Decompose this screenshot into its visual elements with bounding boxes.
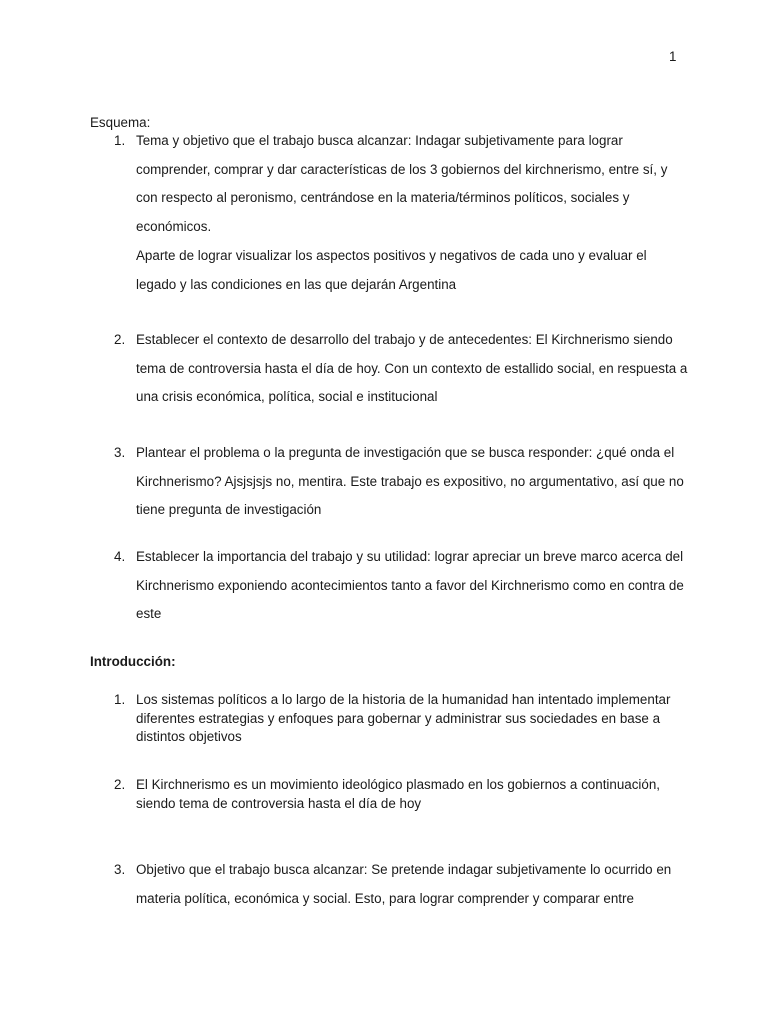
paragraph: El Kirchnerismo es un movimiento ideológico plasmado en los gobiernos a continuación, siendo tema de controversia hasta el día de hoy <box>136 777 661 811</box>
esquema-item-3 <box>90 439 690 525</box>
list-number: 3. <box>114 445 126 460</box>
introduccion-item-1 <box>90 691 690 747</box>
paragraph: Tema y objetivo que el trabajo busca alcanzar: Indagar subjetivamente para lograr comprender, comprar y dar características de los 3 gobiernos del kirchnerismo, entre sí, y con respecto al peronismo, centrándose en la materia/términos políticos, sociales y económicos. <box>136 133 668 235</box>
list-number: 2. <box>114 777 126 792</box>
page-number: 1 <box>669 49 677 64</box>
paragraph: Establecer el contexto de desarrollo del trabajo y de antecedentes: El Kirchnerismo siendo tema de controversia hasta el día de hoy. Con un contexto de estallido social, en respuesta a una crisis económica, política, social e institucional <box>136 332 688 405</box>
list-number: 4. <box>114 549 126 564</box>
introduccion-item-3 <box>90 856 690 913</box>
list-number: 1. <box>114 692 126 707</box>
introduccion-item-2 <box>90 776 690 813</box>
list-number: 1. <box>114 133 126 148</box>
paragraph: Aparte de lograr visualizar los aspectos positivos y negativos de cada uno y evaluar el legado y las condiciones en las que dejarán Argentina <box>136 247 647 292</box>
paragraph: Establecer la importancia del trabajo y su utilidad: lograr apreciar un breve marco acerca del Kirchnerismo exponiendo acontecimientos tanto a favor del Kirchnerismo como en contra de este <box>136 549 684 622</box>
paragraph: Los sistemas políticos a lo largo de la historia de la humanidad han intentado implementar diferentes estrategias y enfoques para gobernar y administrar sus sociedades en base a distintos objetivos <box>136 692 671 744</box>
esquema-item-4 <box>90 543 690 629</box>
esquema-item-2 <box>90 326 690 412</box>
esquema-item-1 <box>90 127 690 299</box>
list-number: 3. <box>114 862 126 877</box>
introduccion-heading: Introducción: <box>90 654 176 669</box>
list-number: 2. <box>114 332 126 347</box>
paragraph: Objetivo que el trabajo busca alcanzar: Se pretende indagar subjetivamente lo ocurrido en materia política, económica y social. Esto, para lograr comprender y comparar entre <box>136 862 672 906</box>
esquema-heading: Esquema: <box>90 115 151 130</box>
paragraph: Plantear el problema o la pregunta de investigación que se busca responder: ¿qué onda el Kirchnerismo? Ajsjsjsjs no, mentira. Este trabajo es expositivo, no argumentativo, así que no tiene pregunta de investigación <box>136 445 684 518</box>
